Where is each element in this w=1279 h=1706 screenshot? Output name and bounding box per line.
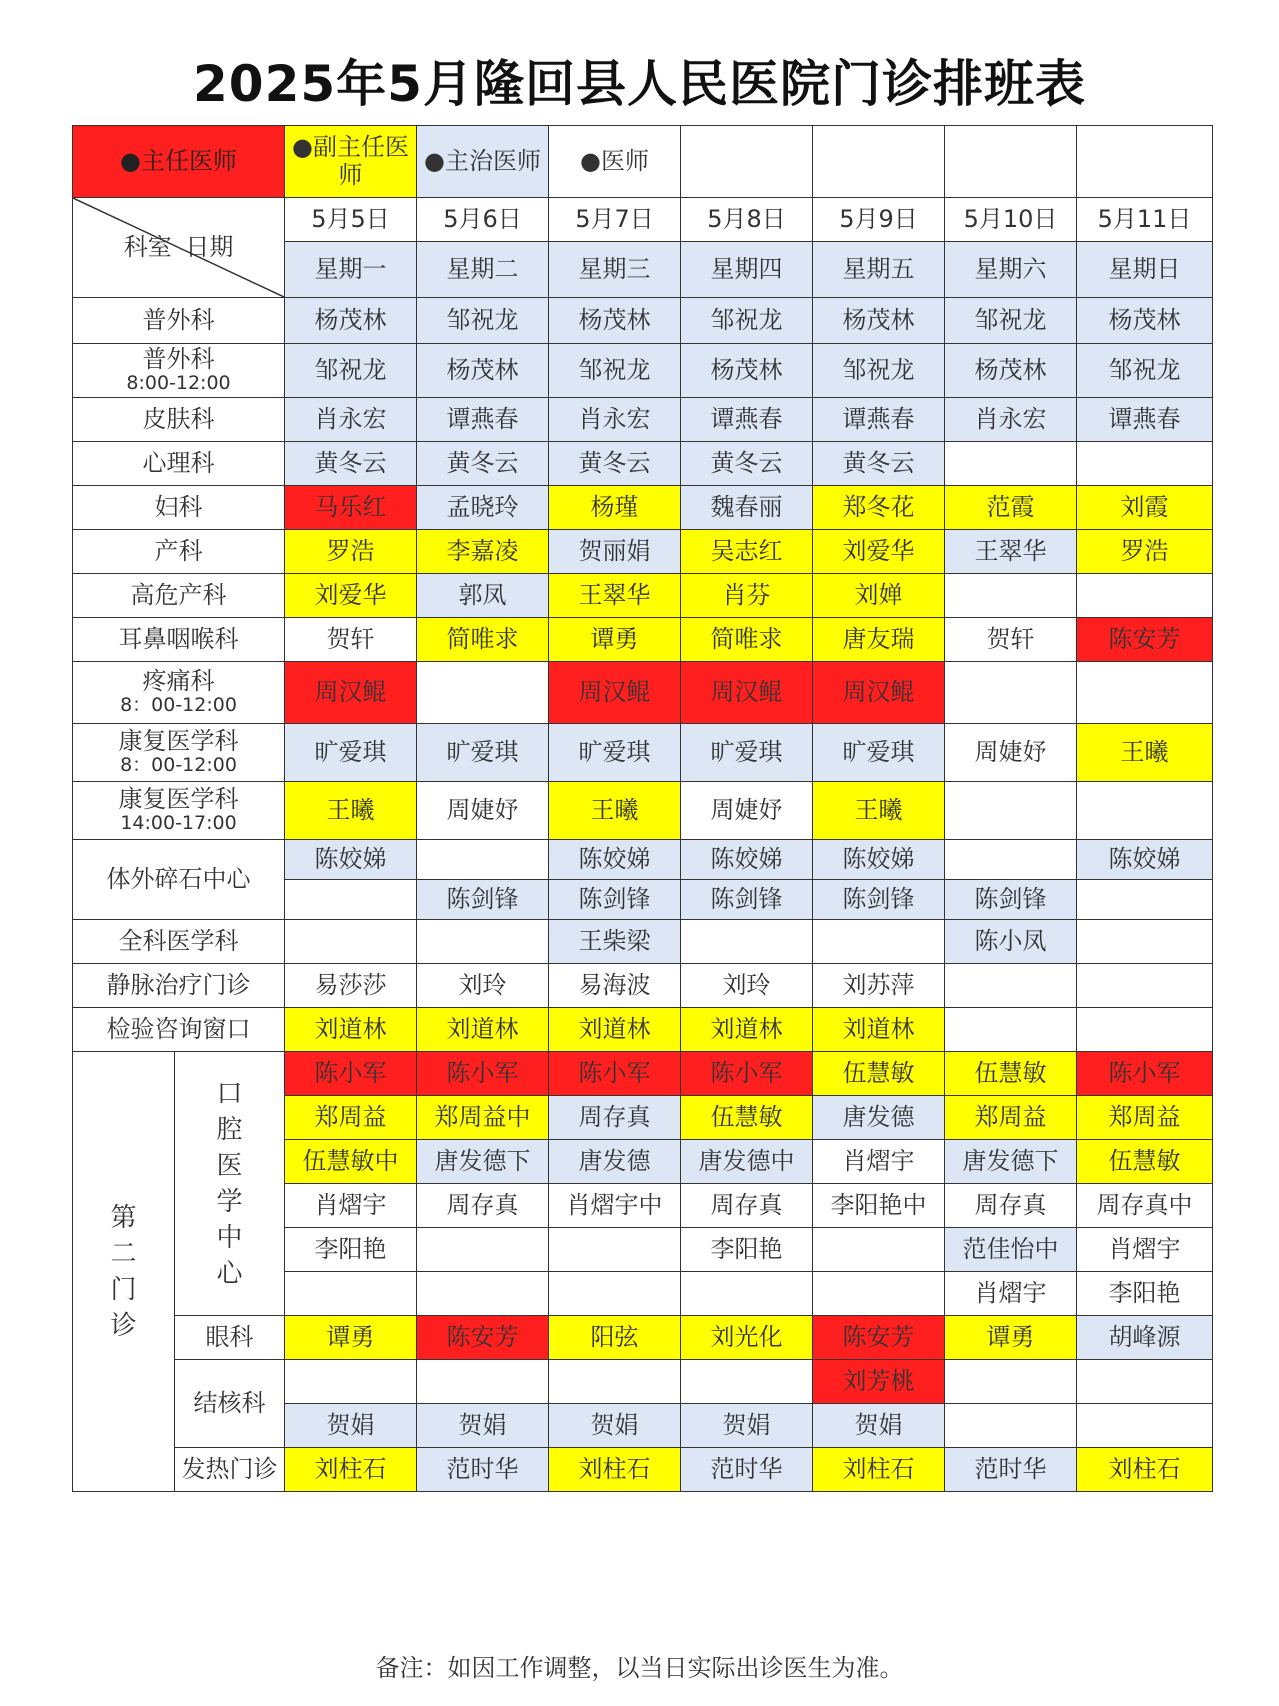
doctor-cell: 肖永宏 — [549, 398, 681, 442]
schedule-row — [73, 618, 1213, 662]
doctor-cell: 黄冬云 — [681, 442, 813, 486]
doctor-cell: 肖熠宇 — [813, 1140, 945, 1184]
weekday-header: 星期日 — [1077, 242, 1213, 298]
empty-cell — [417, 1272, 549, 1316]
doctor-cell: 黄冬云 — [285, 442, 417, 486]
empty-cell — [549, 1228, 681, 1272]
doctor-cell: 谭勇 — [285, 1316, 417, 1360]
empty-cell — [681, 920, 813, 964]
doctor-cell: 贺轩 — [945, 618, 1077, 662]
date-header: 5月9日 — [813, 198, 945, 242]
dept-label — [73, 782, 285, 840]
doctor-cell: 范时华 — [417, 1448, 549, 1492]
doctor-cell: 贺娟 — [417, 1404, 549, 1448]
dept-label — [73, 574, 285, 618]
doctor-cell: 周存真中 — [1077, 1184, 1213, 1228]
doctor-cell: 陈姣娣 — [285, 840, 417, 880]
doctor-cell: 邹祝龙 — [1077, 344, 1213, 398]
empty-cell — [1077, 1360, 1213, 1404]
doctor-cell: 孟晓玲 — [417, 486, 549, 530]
empty-cell — [417, 840, 549, 880]
legend-row — [73, 126, 1213, 198]
dept-name: 疼痛科 — [142, 666, 215, 695]
doctor-cell: 黄冬云 — [417, 442, 549, 486]
doctor-cell: 简唯求 — [681, 618, 813, 662]
doctor-cell: 谭燕春 — [1077, 398, 1213, 442]
empty-cell — [681, 1272, 813, 1316]
empty-cell — [945, 1360, 1077, 1404]
doctor-cell: 刘婵 — [813, 574, 945, 618]
doctor-cell: 陈小凤 — [945, 920, 1077, 964]
schedule-row — [73, 442, 1213, 486]
doctor-cell: 罗浩 — [285, 530, 417, 574]
dept-label — [73, 618, 285, 662]
doctor-cell: 陈剑锋 — [549, 880, 681, 920]
doctor-cell: 刘霞 — [1077, 486, 1213, 530]
doctor-cell: 陈小军 — [417, 1052, 549, 1096]
doctor-cell: 肖永宏 — [945, 398, 1077, 442]
doctor-cell: 邹祝龙 — [549, 344, 681, 398]
doctor-cell: 旷爱琪 — [549, 724, 681, 782]
dept-label — [73, 398, 285, 442]
empty-cell — [1077, 1404, 1213, 1448]
dept-name: 体外碎石中心 — [106, 864, 251, 893]
schedule-row — [73, 1052, 1213, 1096]
dept-label — [175, 1360, 285, 1448]
doctor-cell: 旷爱琪 — [417, 724, 549, 782]
dept-label — [73, 662, 285, 724]
doctor-cell: 周婕妤 — [945, 724, 1077, 782]
corner-diagonal — [73, 198, 284, 297]
doctor-cell: 刘道林 — [417, 1008, 549, 1052]
doctor-cell: 杨茂林 — [285, 298, 417, 344]
doctor-cell: 杨茂林 — [1077, 298, 1213, 344]
doctor-cell: 肖熠宇 — [945, 1272, 1077, 1316]
doctor-cell: 周汉鲲 — [549, 662, 681, 724]
dept-hours: 8:00-12:00 — [126, 372, 231, 395]
doctor-cell: 刘爱华 — [813, 530, 945, 574]
doctor-cell: 贺轩 — [285, 618, 417, 662]
doctor-cell: 周存真 — [549, 1096, 681, 1140]
dept-label — [73, 486, 285, 530]
doctor-cell: 谭勇 — [549, 618, 681, 662]
doctor-cell: 周存真 — [945, 1184, 1077, 1228]
doctor-cell: 陈小军 — [681, 1052, 813, 1096]
empty-cell — [945, 1008, 1077, 1052]
weekday-header: 星期六 — [945, 242, 1077, 298]
doctor-cell: 唐发德中 — [681, 1140, 813, 1184]
legend-empty — [813, 126, 945, 198]
doctor-cell: 刘道林 — [549, 1008, 681, 1052]
doctor-cell: 周婕妤 — [417, 782, 549, 840]
dept-name: 妇科 — [154, 492, 203, 521]
doctor-cell: 唐发德下 — [417, 1140, 549, 1184]
doctor-cell: 李嘉凌 — [417, 530, 549, 574]
doctor-cell: 陈剑锋 — [417, 880, 549, 920]
doctor-cell: 陈姣娣 — [813, 840, 945, 880]
doctor-cell: 黄冬云 — [549, 442, 681, 486]
doctor-cell: 周存真 — [681, 1184, 813, 1228]
weekday-header: 星期一 — [285, 242, 417, 298]
doctor-cell: 陈姣娣 — [681, 840, 813, 880]
empty-cell — [1077, 442, 1213, 486]
doctor-cell: 贺娟 — [285, 1404, 417, 1448]
doctor-cell: 周汉鲲 — [285, 662, 417, 724]
dept-name: 耳鼻咽喉科 — [118, 624, 239, 653]
dept-label — [73, 724, 285, 782]
doctor-cell: 刘光化 — [681, 1316, 813, 1360]
schedule-row — [73, 724, 1213, 782]
doctor-cell: 旷爱琪 — [813, 724, 945, 782]
empty-cell — [549, 1360, 681, 1404]
doctor-cell: 刘玲 — [681, 964, 813, 1008]
group-label — [73, 1052, 175, 1492]
empty-cell — [813, 1228, 945, 1272]
legend-deputy — [285, 126, 417, 198]
doctor-cell: 刘爱华 — [285, 574, 417, 618]
schedule-row — [73, 574, 1213, 618]
schedule-row — [73, 486, 1213, 530]
dept-label — [73, 298, 285, 344]
date-header: 5月7日 — [549, 198, 681, 242]
group-label — [175, 1052, 285, 1316]
empty-cell — [285, 1272, 417, 1316]
dept-name: 康复医学科 — [118, 726, 239, 755]
empty-cell — [681, 1360, 813, 1404]
dept-name: 结核科 — [193, 1388, 266, 1417]
doctor-cell: 伍慧敏 — [945, 1052, 1077, 1096]
date-header: 5月10日 — [945, 198, 1077, 242]
doctor-cell: 陈剑锋 — [813, 880, 945, 920]
doctor-cell: 贺丽娟 — [549, 530, 681, 574]
dept-label — [73, 442, 285, 486]
doctor-cell: 肖熠宇中 — [549, 1184, 681, 1228]
doctor-cell: 刘柱石 — [285, 1448, 417, 1492]
date-header: 5月6日 — [417, 198, 549, 242]
dept-hours: 8：00-12:00 — [120, 694, 237, 717]
doctor-cell: 周存真 — [417, 1184, 549, 1228]
doctor-cell: 杨茂林 — [549, 298, 681, 344]
doctor-cell: 刘道林 — [681, 1008, 813, 1052]
empty-cell — [813, 1272, 945, 1316]
schedule-row — [73, 840, 1213, 880]
legend-chief: ●主任医师 — [73, 126, 285, 198]
doctor-cell: 王曦 — [549, 782, 681, 840]
doctor-cell: 刘柱石 — [549, 1448, 681, 1492]
dept-name: 心理科 — [142, 448, 215, 477]
schedule-row — [73, 344, 1213, 398]
empty-cell — [1077, 964, 1213, 1008]
doctor-cell: 邹祝龙 — [417, 298, 549, 344]
doctor-cell: 杨茂林 — [813, 298, 945, 344]
doctor-cell: 刘道林 — [813, 1008, 945, 1052]
legend-empty — [1077, 126, 1213, 198]
corner-date-label: 日期 — [185, 232, 234, 261]
dept-name: 静脉治疗门诊 — [106, 970, 251, 999]
doctor-cell: 刘道林 — [285, 1008, 417, 1052]
doctor-cell: 谭燕春 — [417, 398, 549, 442]
doctor-cell: 李阳艳 — [1077, 1272, 1213, 1316]
schedule-row — [73, 1316, 1213, 1360]
dept-name: 眼科 — [205, 1322, 254, 1351]
doctor-cell: 魏春丽 — [681, 486, 813, 530]
doctor-cell: 陈安芳 — [1077, 618, 1213, 662]
doctor-cell: 李阳艳中 — [813, 1184, 945, 1228]
empty-cell — [549, 1272, 681, 1316]
doctor-cell: 陈小军 — [285, 1052, 417, 1096]
schedule-row — [73, 530, 1213, 574]
page-title: 2025年5月隆回县人民医院门诊排班表 — [193, 55, 1086, 113]
schedule-row — [73, 1448, 1213, 1492]
empty-cell — [945, 1404, 1077, 1448]
dept-name: 康复医学科 — [118, 784, 239, 813]
doctor-cell: 罗浩 — [1077, 530, 1213, 574]
doctor-cell: 王翠华 — [945, 530, 1077, 574]
doctor-cell: 陈剑锋 — [681, 880, 813, 920]
doctor-cell: 贺娟 — [813, 1404, 945, 1448]
doctor-cell: 吴志红 — [681, 530, 813, 574]
footnote: 备注：如因工作调整，以当日实际出诊医生为准。 — [375, 1654, 904, 1682]
empty-cell — [1077, 880, 1213, 920]
dept-label — [73, 344, 285, 398]
empty-cell — [285, 920, 417, 964]
dept-name: 发热门诊 — [181, 1454, 278, 1483]
doctor-cell: 范时华 — [681, 1448, 813, 1492]
weekday-header: 星期五 — [813, 242, 945, 298]
doctor-cell: 刘柱石 — [1077, 1448, 1213, 1492]
doctor-cell: 易海波 — [549, 964, 681, 1008]
dept-name: 普外科 — [142, 305, 215, 334]
legend-empty — [681, 126, 813, 198]
schedule-row — [73, 782, 1213, 840]
dept-name: 检验咨询窗口 — [106, 1014, 251, 1043]
doctor-cell: 杨茂林 — [945, 344, 1077, 398]
doctor-cell: 范时华 — [945, 1448, 1077, 1492]
empty-cell — [945, 782, 1077, 840]
empty-cell — [945, 442, 1077, 486]
doctor-cell: 郑周益中 — [417, 1096, 549, 1140]
doctor-cell: 邹祝龙 — [681, 298, 813, 344]
weekday-header: 星期三 — [549, 242, 681, 298]
empty-cell — [285, 880, 417, 920]
doctor-cell: 黄冬云 — [813, 442, 945, 486]
group-label-text: 口腔医学中心 — [216, 1078, 243, 1289]
doctor-cell: 谭燕春 — [681, 398, 813, 442]
empty-cell — [1077, 920, 1213, 964]
doctor-cell: 陈小军 — [549, 1052, 681, 1096]
doctor-cell: 邹祝龙 — [945, 298, 1077, 344]
dept-name: 普外科 — [142, 344, 215, 373]
legend-empty — [945, 126, 1077, 198]
doctor-cell: 邹祝龙 — [285, 344, 417, 398]
legend-deputy-label: ●副主任医师 — [292, 132, 409, 189]
doctor-cell: 杨瑾 — [549, 486, 681, 530]
doctor-cell: 旷爱琪 — [285, 724, 417, 782]
doctor-cell: 伍慧敏中 — [285, 1140, 417, 1184]
weekday-header: 星期四 — [681, 242, 813, 298]
doctor-cell: 范佳怡中 — [945, 1228, 1077, 1272]
legend-physician: ●医师 — [549, 126, 681, 198]
doctor-cell: 王翠华 — [549, 574, 681, 618]
dept-label — [175, 1448, 285, 1492]
corner-cell — [73, 198, 285, 298]
dept-label — [73, 840, 285, 920]
dept-label — [73, 1008, 285, 1052]
doctor-cell: 陈姣娣 — [549, 840, 681, 880]
doctor-cell: 郑周益 — [1077, 1096, 1213, 1140]
schedule-row — [73, 662, 1213, 724]
schedule-row — [73, 920, 1213, 964]
doctor-cell: 肖熠宇 — [1077, 1228, 1213, 1272]
doctor-cell: 谭勇 — [945, 1316, 1077, 1360]
doctor-cell: 肖熠宇 — [285, 1184, 417, 1228]
date-header: 5月8日 — [681, 198, 813, 242]
empty-cell — [285, 1360, 417, 1404]
date-header: 5月11日 — [1077, 198, 1213, 242]
doctor-cell: 伍慧敏 — [813, 1052, 945, 1096]
doctor-cell: 贺娟 — [549, 1404, 681, 1448]
doctor-cell: 王曦 — [813, 782, 945, 840]
doctor-cell: 王曦 — [1077, 724, 1213, 782]
dept-label — [73, 530, 285, 574]
legend-attending: ●主治医师 — [417, 126, 549, 198]
weekday-header: 星期二 — [417, 242, 549, 298]
empty-cell — [945, 840, 1077, 880]
doctor-cell: 周汉鲲 — [813, 662, 945, 724]
dept-name: 高危产科 — [130, 580, 227, 609]
doctor-cell: 阳弦 — [549, 1316, 681, 1360]
doctor-cell: 唐发德下 — [945, 1140, 1077, 1184]
doctor-cell: 简唯求 — [417, 618, 549, 662]
doctor-cell: 肖永宏 — [285, 398, 417, 442]
doctor-cell: 陈小军 — [1077, 1052, 1213, 1096]
doctor-cell: 周汉鲲 — [681, 662, 813, 724]
doctor-cell: 王柴梁 — [549, 920, 681, 964]
doctor-cell: 马乐红 — [285, 486, 417, 530]
empty-cell — [945, 574, 1077, 618]
doctor-cell: 李阳艳 — [681, 1228, 813, 1272]
dept-hours: 14:00-17:00 — [120, 812, 237, 835]
doctor-cell: 刘玲 — [417, 964, 549, 1008]
dept-name: 皮肤科 — [142, 404, 215, 433]
doctor-cell: 肖芬 — [681, 574, 813, 618]
doctor-cell: 唐发德 — [813, 1096, 945, 1140]
empty-cell — [417, 920, 549, 964]
schedule-row — [73, 1360, 1213, 1404]
doctor-cell: 谭燕春 — [813, 398, 945, 442]
doctor-cell: 李阳艳 — [285, 1228, 417, 1272]
schedule-row — [73, 398, 1213, 442]
doctor-cell: 旷爱琪 — [681, 724, 813, 782]
dept-label — [73, 920, 285, 964]
doctor-cell: 唐发德 — [549, 1140, 681, 1184]
doctor-cell: 陈安芳 — [417, 1316, 549, 1360]
empty-cell — [417, 662, 549, 724]
doctor-cell: 伍慧敏 — [681, 1096, 813, 1140]
doctor-cell: 范霞 — [945, 486, 1077, 530]
doctor-cell: 刘芳桃 — [813, 1360, 945, 1404]
dept-name: 产科 — [154, 536, 203, 565]
doctor-cell: 唐友瑞 — [813, 618, 945, 662]
doctor-cell: 杨茂林 — [417, 344, 549, 398]
doctor-cell: 杨茂林 — [681, 344, 813, 398]
doctor-cell: 郑周益 — [945, 1096, 1077, 1140]
corner-dept-label: 科室 — [123, 232, 172, 261]
empty-cell — [1077, 782, 1213, 840]
schedule-row — [73, 298, 1213, 344]
empty-cell — [1077, 574, 1213, 618]
doctor-cell: 伍慧敏 — [1077, 1140, 1213, 1184]
date-row — [73, 198, 1213, 242]
dept-name: 全科医学科 — [118, 926, 239, 955]
schedule-table — [72, 125, 1213, 1492]
doctor-cell: 易莎莎 — [285, 964, 417, 1008]
schedule-row — [73, 964, 1213, 1008]
schedule-row — [73, 1008, 1213, 1052]
doctor-cell: 陈安芳 — [813, 1316, 945, 1360]
empty-cell — [1077, 1008, 1213, 1052]
doctor-cell: 陈姣娣 — [1077, 840, 1213, 880]
doctor-cell: 陈剑锋 — [945, 880, 1077, 920]
group-label-text: 第二门诊 — [110, 1202, 137, 1341]
doctor-cell: 周婕妤 — [681, 782, 813, 840]
empty-cell — [945, 662, 1077, 724]
doctor-cell: 贺娟 — [681, 1404, 813, 1448]
doctor-cell: 郑冬花 — [813, 486, 945, 530]
doctor-cell: 胡峰源 — [1077, 1316, 1213, 1360]
doctor-cell: 郑周益 — [285, 1096, 417, 1140]
doctor-cell: 刘苏萍 — [813, 964, 945, 1008]
doctor-cell: 王曦 — [285, 782, 417, 840]
empty-cell — [417, 1360, 549, 1404]
doctor-cell: 邹祝龙 — [813, 344, 945, 398]
dept-label — [175, 1316, 285, 1360]
doctor-cell: 郭凤 — [417, 574, 549, 618]
date-header: 5月5日 — [285, 198, 417, 242]
dept-label — [73, 964, 285, 1008]
doctor-cell: 刘柱石 — [813, 1448, 945, 1492]
empty-cell — [1077, 662, 1213, 724]
dept-hours: 8：00-12:00 — [120, 754, 237, 777]
empty-cell — [813, 920, 945, 964]
empty-cell — [417, 1228, 549, 1272]
empty-cell — [945, 964, 1077, 1008]
